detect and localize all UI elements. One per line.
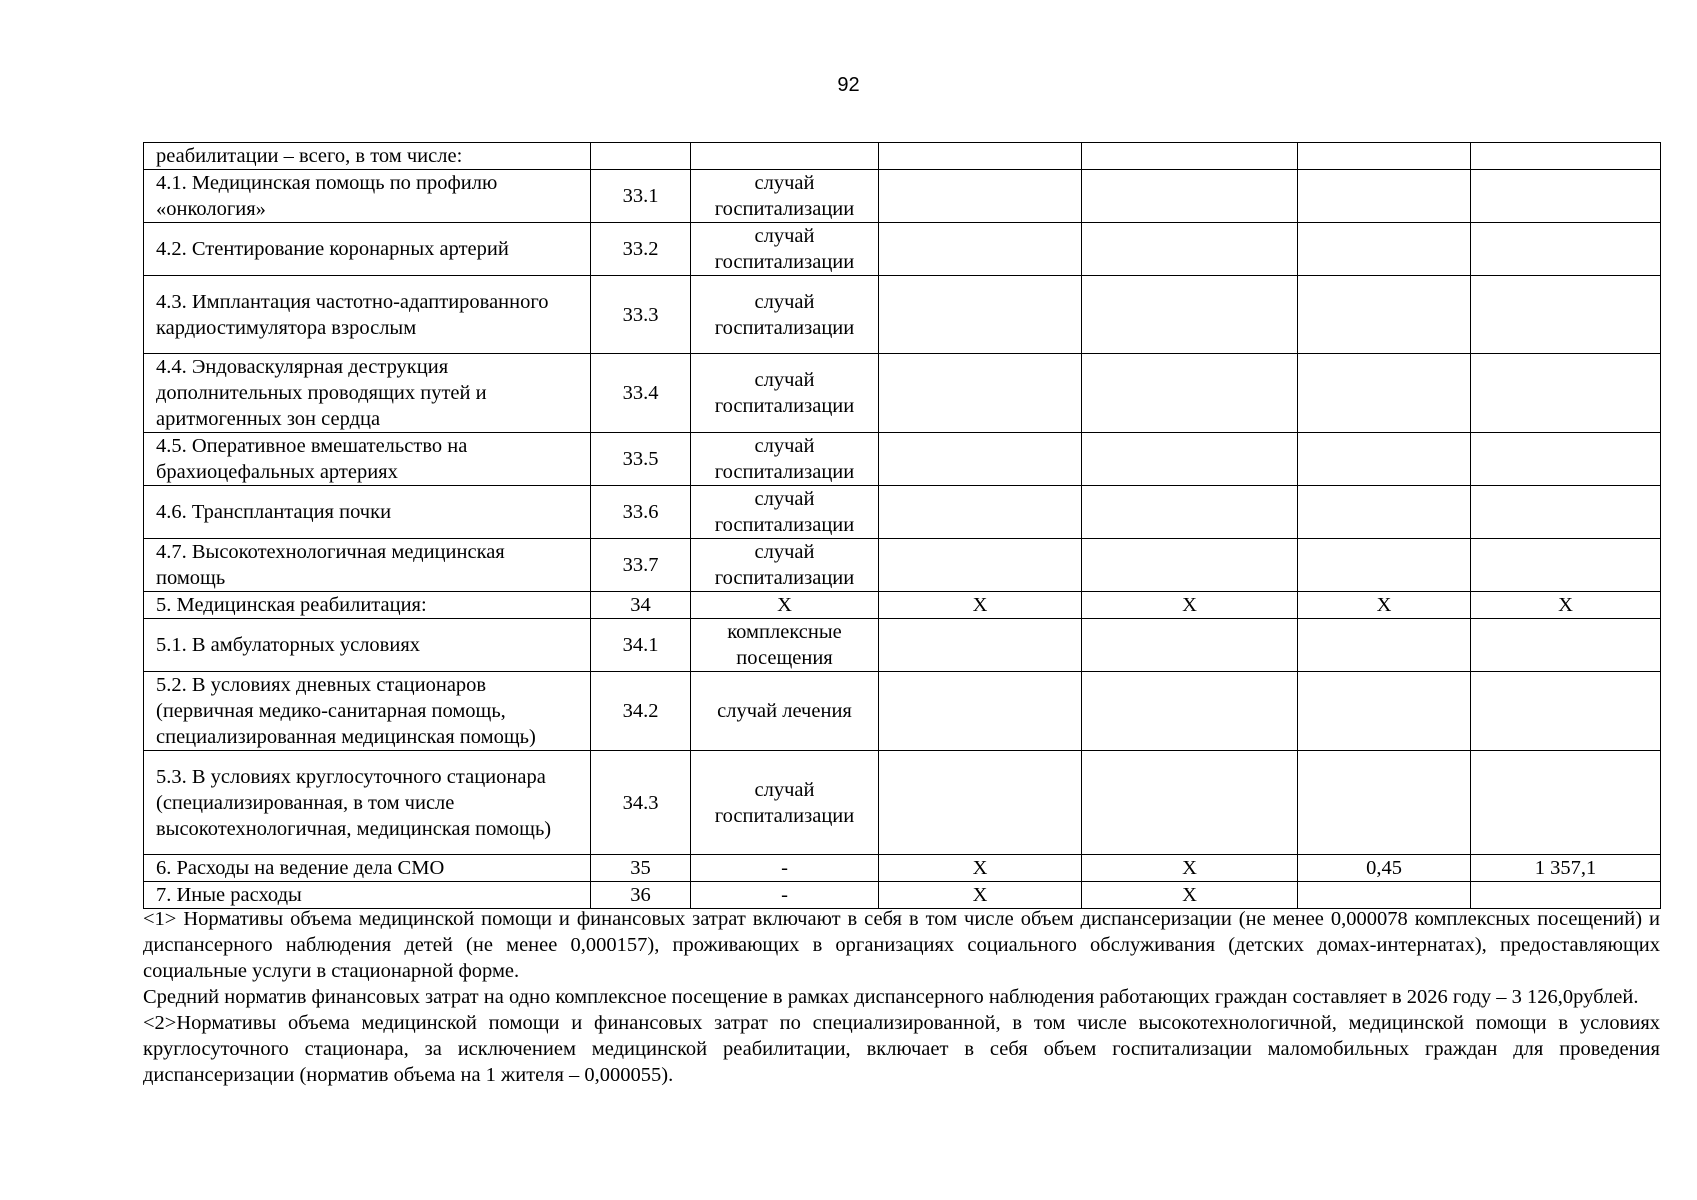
row-value bbox=[879, 170, 1082, 223]
row-value bbox=[1471, 223, 1661, 276]
row-value bbox=[1298, 433, 1471, 486]
row-value bbox=[1471, 170, 1661, 223]
row-unit: случай госпитализации bbox=[691, 539, 879, 592]
row-unit: случай лечения bbox=[691, 672, 879, 751]
row-name: 4.7. Высокотехнологичная медицинская помощь bbox=[144, 539, 591, 592]
row-value bbox=[1082, 433, 1298, 486]
row-value bbox=[879, 619, 1082, 672]
row-value bbox=[879, 672, 1082, 751]
row-value bbox=[1471, 751, 1661, 855]
row-value: Х bbox=[1082, 592, 1298, 619]
row-name: 6. Расходы на ведение дела СМО bbox=[144, 855, 591, 882]
row-value bbox=[1471, 672, 1661, 751]
row-code: 34.3 bbox=[591, 751, 691, 855]
row-value bbox=[1298, 354, 1471, 433]
row-value bbox=[1298, 276, 1471, 354]
row-unit: комплексные посещения bbox=[691, 619, 879, 672]
table-row bbox=[144, 354, 1661, 433]
row-unit: случай госпитализации bbox=[691, 276, 879, 354]
row-unit: случай госпитализации bbox=[691, 751, 879, 855]
row-value bbox=[1298, 143, 1471, 170]
row-value bbox=[879, 276, 1082, 354]
row-value bbox=[1471, 276, 1661, 354]
row-value: Х bbox=[879, 592, 1082, 619]
row-code: 33.3 bbox=[591, 276, 691, 354]
row-value bbox=[1082, 751, 1298, 855]
row-name: 4.2. Стентирование коронарных артерий bbox=[144, 223, 591, 276]
row-unit: случай госпитализации bbox=[691, 170, 879, 223]
row-unit bbox=[691, 143, 879, 170]
row-unit: случай госпитализации bbox=[691, 223, 879, 276]
row-code: 35 bbox=[591, 855, 691, 882]
row-name: 4.1. Медицинская помощь по профилю «онкология» bbox=[144, 170, 591, 223]
footnotes bbox=[143, 906, 1660, 1088]
row-name: реабилитации – всего, в том числе: bbox=[144, 143, 591, 170]
row-value bbox=[879, 143, 1082, 170]
table-row bbox=[144, 170, 1661, 223]
row-value bbox=[1082, 223, 1298, 276]
table-row bbox=[144, 276, 1661, 354]
table-row bbox=[144, 882, 1661, 909]
row-code: 33.7 bbox=[591, 539, 691, 592]
row-value bbox=[1298, 486, 1471, 539]
row-value bbox=[1082, 276, 1298, 354]
row-code: 36 bbox=[591, 882, 691, 909]
row-value: Х bbox=[1471, 592, 1661, 619]
table-row bbox=[144, 619, 1661, 672]
row-value: Х bbox=[879, 882, 1082, 909]
row-code: 33.4 bbox=[591, 354, 691, 433]
row-value bbox=[1298, 539, 1471, 592]
row-name: 5.1. В амбулаторных условиях bbox=[144, 619, 591, 672]
row-value bbox=[1082, 170, 1298, 223]
footnote-2: <2>Нормативы объема медицинской помощи и финансовых затрат по специализированной, в том числе высокотехнологичной, медицинской помощи в условиях круглосуточного стационара, за исключением медицинской реабилитации, включает в себя объем госпитализации маломобильных граждан для проведения диспансеризации (норматив объема на 1 жителя – 0,000055). bbox=[143, 1012, 1660, 1086]
row-code: 34.1 bbox=[591, 619, 691, 672]
row-value bbox=[1082, 486, 1298, 539]
row-unit: случай госпитализации bbox=[691, 486, 879, 539]
row-code bbox=[591, 143, 691, 170]
row-unit: Х bbox=[691, 592, 879, 619]
row-name: 4.3. Имплантация частотно-адаптированного кардиостимулятора взрослым bbox=[144, 276, 591, 354]
table-row bbox=[144, 143, 1661, 170]
table-row bbox=[144, 223, 1661, 276]
row-value bbox=[1298, 619, 1471, 672]
row-value: Х bbox=[1082, 882, 1298, 909]
norms-table bbox=[143, 142, 1661, 909]
row-code: 34.2 bbox=[591, 672, 691, 751]
table-row bbox=[144, 539, 1661, 592]
row-unit: - bbox=[691, 855, 879, 882]
table-row bbox=[144, 855, 1661, 882]
row-value bbox=[1082, 619, 1298, 672]
row-value bbox=[1471, 143, 1661, 170]
row-value bbox=[1471, 882, 1661, 909]
row-value: Х bbox=[1298, 592, 1471, 619]
row-value bbox=[879, 486, 1082, 539]
row-value bbox=[1471, 433, 1661, 486]
footnote-average-cost: Средний норматив финансовых затрат на одно комплексное посещение в рамках диспансерного наблюдения работающих граждан составляет в 2026 году – 3 126,0рублей. bbox=[143, 986, 1639, 1008]
row-value bbox=[1082, 539, 1298, 592]
row-code: 33.2 bbox=[591, 223, 691, 276]
row-code: 33.6 bbox=[591, 486, 691, 539]
row-code: 33.1 bbox=[591, 170, 691, 223]
row-value bbox=[1471, 539, 1661, 592]
row-value: 1 357,1 bbox=[1471, 855, 1661, 882]
row-unit: случай госпитализации bbox=[691, 433, 879, 486]
row-unit: случай госпитализации bbox=[691, 354, 879, 433]
row-value bbox=[879, 539, 1082, 592]
row-value bbox=[1471, 619, 1661, 672]
row-value: Х bbox=[879, 855, 1082, 882]
row-value: Х bbox=[1082, 855, 1298, 882]
row-code: 33.5 bbox=[591, 433, 691, 486]
table-row bbox=[144, 672, 1661, 751]
row-value bbox=[879, 751, 1082, 855]
row-name: 4.6. Трансплантация почки bbox=[144, 486, 591, 539]
row-name: 7. Иные расходы bbox=[144, 882, 591, 909]
row-value bbox=[879, 433, 1082, 486]
row-value bbox=[1082, 143, 1298, 170]
row-value bbox=[1471, 354, 1661, 433]
row-value bbox=[1298, 170, 1471, 223]
table-row bbox=[144, 486, 1661, 539]
row-value bbox=[1082, 354, 1298, 433]
table-row bbox=[144, 751, 1661, 855]
row-name: 5.2. В условиях дневных стационаров (первичная медико-санитарная помощь, специализированная медицинская помощь) bbox=[144, 672, 591, 751]
row-name: 4.5. Оперативное вмешательство на брахиоцефальных артериях bbox=[144, 433, 591, 486]
row-name: 5. Медицинская реабилитация: bbox=[144, 592, 591, 619]
row-value bbox=[1298, 223, 1471, 276]
row-name: 5.3. В условиях круглосуточного стационара (специализированная, в том числе высокотехнологичная, медицинская помощь) bbox=[144, 751, 591, 855]
row-name: 4.4. Эндоваскулярная деструкция дополнительных проводящих путей и аритмогенных зон сердца bbox=[144, 354, 591, 433]
row-value bbox=[1298, 672, 1471, 751]
row-value bbox=[1082, 672, 1298, 751]
footnote-1: <1> Нормативы объема медицинской помощи и финансовых затрат включают в себя в том числе объем диспансеризации (не менее 0,000078 комплексных посещений) и диспансерного наблюдения детей (не менее 0,000157), проживающих в организациях социального обслуживания (детских домах-интернатах), предоставляющих социальные услуги в стационарной форме. bbox=[143, 908, 1660, 982]
row-value: 0,45 bbox=[1298, 855, 1471, 882]
page-number: 92 bbox=[837, 74, 860, 96]
row-value bbox=[1298, 751, 1471, 855]
row-code: 34 bbox=[591, 592, 691, 619]
table-row bbox=[144, 433, 1661, 486]
row-value bbox=[1298, 882, 1471, 909]
row-value bbox=[879, 354, 1082, 433]
row-unit: - bbox=[691, 882, 879, 909]
table-row bbox=[144, 592, 1661, 619]
row-value bbox=[1471, 486, 1661, 539]
row-value bbox=[879, 223, 1082, 276]
